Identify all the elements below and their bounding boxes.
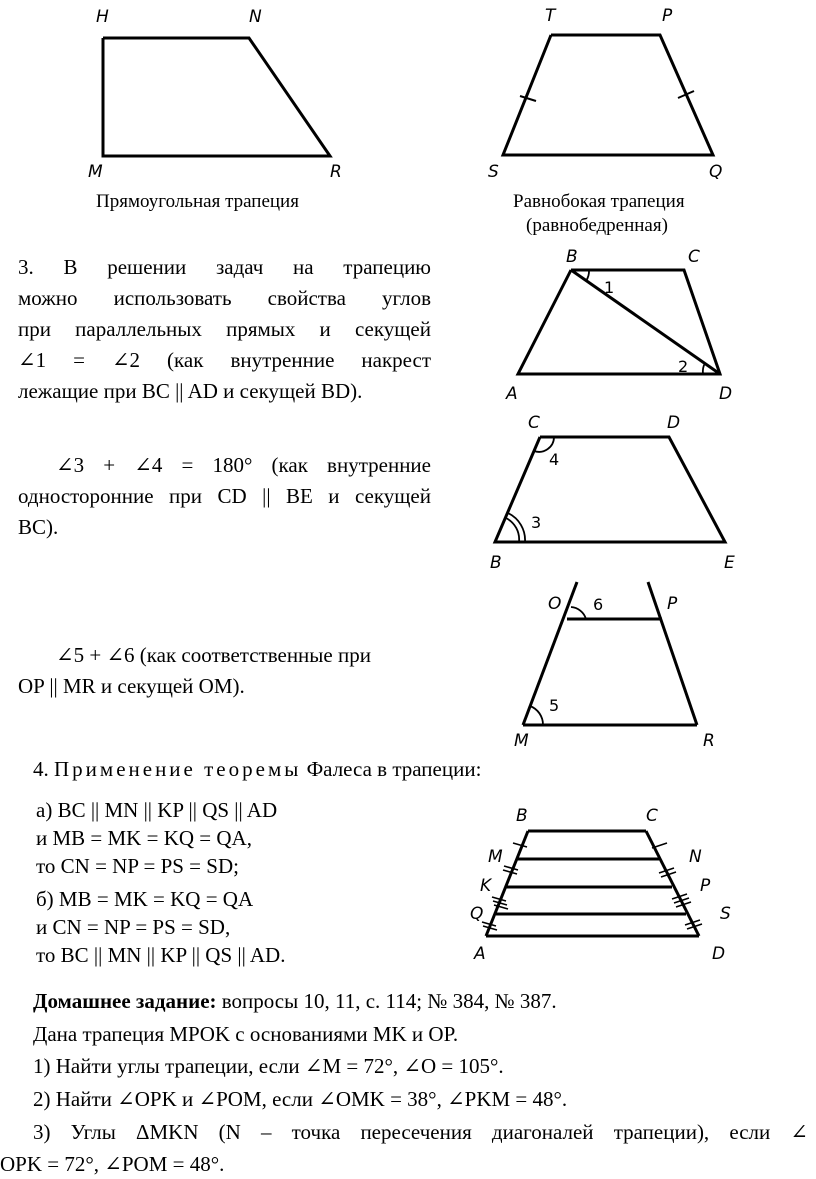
section4-part-b (36, 885, 285, 969)
trapezoid-thales-figure (482, 831, 702, 936)
vertex-label-m: M (88, 162, 103, 182)
vertex-label-t: T (545, 6, 556, 26)
vertex-label-c2: C (528, 413, 540, 433)
vertex-label-d: D (719, 384, 733, 404)
thales-label-a: A (474, 944, 486, 964)
section3-paragraph2 (18, 450, 431, 543)
thales-label-b: B (516, 806, 528, 826)
vertex-label-c: C (688, 247, 700, 267)
vertex-label-p: P (662, 6, 673, 26)
s3-p2-line3: BC). (18, 515, 59, 539)
homework-q1: 1) Найти углы трапеции, если ∠M = 72°, ∠O = 105°. (33, 1054, 504, 1078)
vertex-label-d2: D (667, 413, 681, 433)
vertex-label-r2: R (703, 731, 715, 751)
thales-label-s: S (720, 904, 731, 924)
homework-title-rest: вопросы 10, 11, с. 114; № 384, № 387. (221, 989, 557, 1013)
trapezoid-cdbe-figure (495, 437, 725, 542)
s3-p1-line5: лежащие при BC || AD и секущей BD). (18, 379, 363, 403)
thales-label-c: C (646, 806, 658, 826)
s4-heading-spaced: Применение теоремы (54, 757, 302, 781)
section3-paragraph3 (18, 640, 431, 702)
vertex-label-b: B (566, 247, 578, 267)
s4-heading-num: 4. (33, 757, 49, 781)
s4-b-line3: то BC || MN || KP || QS || AD. (36, 943, 286, 967)
s4-b-line1: б) MB = MK = KQ = QA (36, 887, 254, 911)
angle-label-4: 4 (549, 450, 560, 469)
homework-q3-line1: 3) Углы ΔMKN (N – точка пересечения диагоналей трапеции), если ∠ (33, 1120, 808, 1144)
section4-part-a (36, 796, 277, 880)
s4-a-line1: а) BC || MN || KP || QS || AD (36, 798, 278, 822)
caption-right-trapezoid: Прямоугольная трапеция (96, 191, 299, 212)
thales-label-n: N (689, 847, 702, 867)
vertex-label-b2: B (490, 553, 502, 573)
thales-label-q: Q (470, 904, 484, 924)
isosceles-trapezoid-figure (503, 35, 713, 155)
s3-p3-line2: OP || MR и секущей OM). (18, 674, 245, 698)
vertex-label-n: N (249, 7, 262, 27)
thales-label-d: D (712, 944, 726, 964)
trapezoid-abcd-figure (518, 270, 720, 374)
s3-p2-line2: односторонние при CD || BE и секущей (18, 484, 431, 508)
vertex-label-e: E (724, 553, 735, 573)
thales-label-k: K (480, 876, 492, 896)
thales-label-m: M (488, 847, 503, 867)
vertex-label-m2: M (514, 731, 529, 751)
s3-p2-line1: ∠3 + ∠4 = 180° (как внутренние (56, 453, 431, 477)
s4-a-line3: то CN = NP = PS = SD; (36, 854, 239, 878)
angle-label-1: 1 (604, 278, 615, 297)
s4-a-line2: и MB = MK = KQ = QA, (36, 826, 252, 850)
vertex-label-r: R (330, 162, 342, 182)
s4-b-line2: и CN = NP = PS = SD, (36, 915, 231, 939)
vertex-label-o: O (548, 594, 562, 614)
s3-p1-line4: ∠1 = ∠2 (как внутренние накрест (18, 348, 431, 372)
caption-isosceles-line1: Равнобокая трапеция (513, 191, 685, 212)
s4-heading-rest: Фалеса в трапеции: (306, 757, 482, 781)
homework-title-line (33, 989, 557, 1013)
s3-p1-line3: при параллельных прямых и секущей (18, 317, 431, 341)
caption-isosceles-line2: (равнобедренная) (526, 215, 668, 236)
angle-label-3: 3 (531, 513, 542, 532)
angle-label-5: 5 (549, 696, 560, 715)
right-trapezoid-figure (103, 38, 330, 156)
s3-p3-line1: ∠5 + ∠6 (как соответственные при (56, 643, 371, 667)
section3-paragraph1 (18, 252, 431, 407)
vertex-label-s: S (488, 162, 499, 182)
vertex-label-p2: P (667, 594, 678, 614)
homework-q2: 2) Найти ∠OPK и ∠POM, если ∠OMK = 38°, ∠PKM = 48°. (33, 1087, 568, 1111)
vertex-label-q: Q (709, 162, 723, 182)
homework-q3-line2: OPK = 72°, ∠POM = 48°. (0, 1152, 225, 1176)
thales-label-p: P (700, 876, 711, 896)
vertex-label-h: H (96, 7, 109, 27)
homework-title: Домашнее задание: (33, 989, 217, 1013)
s3-p1-line1: 3. В решении задач на трапецию (18, 255, 431, 279)
homework-given: Дана трапеция MPOK с основаниями MK и OP. (33, 1022, 459, 1046)
angle-label-2: 2 (678, 357, 689, 376)
section4-heading (33, 757, 481, 781)
angle-label-6: 6 (593, 595, 604, 614)
vertex-label-a: A (506, 384, 518, 404)
s3-p1-line2: можно использовать свойства углов (18, 286, 431, 310)
